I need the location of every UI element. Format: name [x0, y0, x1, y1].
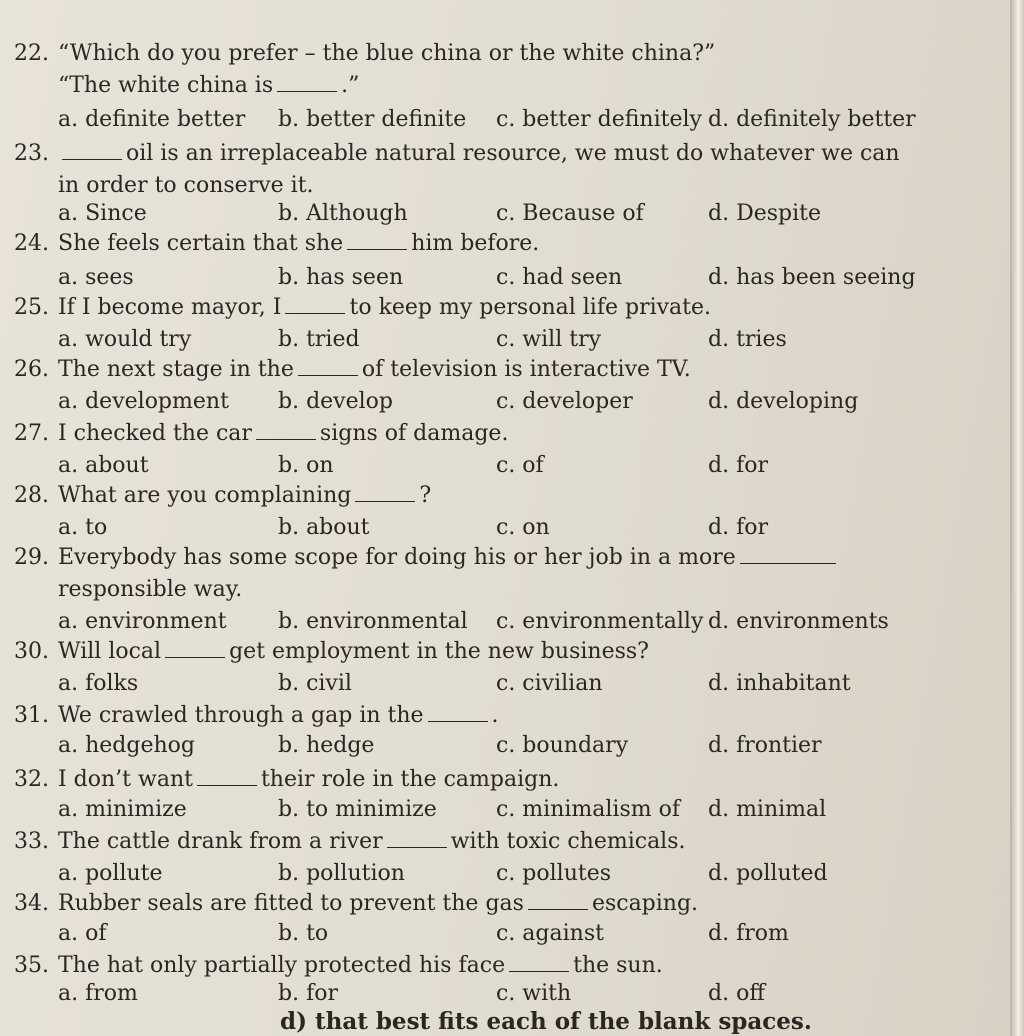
options-22 [58, 104, 928, 136]
option-a[interactable]: a. to [58, 515, 108, 540]
question-33 [14, 826, 929, 858]
option-b[interactable]: b. develop [278, 389, 393, 414]
option-b[interactable]: b. has seen [278, 265, 404, 290]
question-stem: oil is an irreplaceable natural resource, we must do whatever we can [126, 141, 900, 166]
question-number: 29. [14, 545, 49, 570]
question-stem-end: of television is interactive TV. [361, 357, 691, 382]
answer-blank[interactable] [509, 953, 569, 972]
question-number: 31. [14, 703, 49, 728]
options-34 [58, 918, 928, 950]
question-28 [14, 480, 929, 512]
question-stem: We crawled through a gap in the [58, 703, 424, 728]
page-edge [1010, 0, 1024, 1036]
option-b[interactable]: b. on [278, 453, 334, 478]
answer-blank[interactable] [165, 639, 225, 658]
option-d[interactable]: d. tries [708, 327, 787, 352]
option-a[interactable]: a. definite better [58, 107, 246, 132]
option-a[interactable]: a. Since [58, 201, 147, 226]
option-c[interactable]: c. with [496, 981, 572, 1006]
answer-blank[interactable] [277, 73, 337, 92]
option-d[interactable]: d. minimal [708, 797, 827, 822]
question-stem-end: get employment in the new business? [229, 639, 649, 664]
question-25 [14, 292, 929, 324]
question-number: 25. [14, 295, 49, 320]
answer-blank[interactable] [256, 421, 316, 440]
option-c[interactable]: c. Because of [496, 201, 644, 226]
option-d[interactable]: d. polluted [708, 861, 828, 886]
option-b[interactable]: b. for [278, 981, 338, 1006]
option-a[interactable]: a. environment [58, 609, 227, 634]
option-b[interactable]: b. to [278, 921, 329, 946]
options-28 [58, 512, 928, 544]
option-c[interactable]: c. had seen [496, 265, 623, 290]
question-stem: Everybody has some scope for doing his or her job in a more [58, 545, 736, 570]
option-c[interactable]: c. developer [496, 389, 633, 414]
question-30 [14, 636, 929, 668]
option-c[interactable]: c. environmentally [496, 609, 704, 634]
options-24 [58, 262, 928, 294]
question-stem: Will local [58, 639, 162, 664]
question-stem-end: .” [341, 73, 360, 98]
option-b[interactable]: b. Although [278, 201, 408, 226]
question-stem-end: the sun. [573, 953, 663, 978]
question-stem-line2: responsible way. [58, 577, 243, 602]
options-30 [58, 668, 928, 700]
question-stem-end: escaping. [591, 891, 699, 916]
question-number: 26. [14, 357, 49, 382]
answer-blank[interactable] [387, 829, 447, 848]
option-b[interactable]: b. pollution [278, 861, 405, 886]
section-instruction: d) that best fits each of the blank spaces. [280, 1008, 812, 1035]
question-stem: The cattle drank from a river [58, 829, 383, 854]
options-23 [58, 198, 928, 230]
option-d[interactable]: d. definitely better [708, 107, 916, 132]
option-d[interactable]: d. for [708, 515, 768, 540]
option-c[interactable]: c. pollutes [496, 861, 612, 886]
option-c[interactable]: c. boundary [496, 733, 629, 758]
question-number: 27. [14, 421, 49, 446]
option-a[interactable]: a. sees [58, 265, 134, 290]
option-d[interactable]: d. inhabitant [708, 671, 851, 696]
answer-blank[interactable] [197, 767, 257, 786]
option-b[interactable]: b. better definite [278, 107, 467, 132]
option-c[interactable]: c. civilian [496, 671, 603, 696]
question-stem: “Which do you prefer – the blue china or the white china?” [58, 41, 716, 66]
question-22 [14, 38, 929, 102]
question-stem: I don’t want [58, 767, 193, 792]
options-33 [58, 858, 928, 890]
question-stem: What are you complaining [58, 483, 352, 508]
question-34 [14, 888, 929, 920]
question-number: 24. [14, 231, 49, 256]
question-stem-end: signs of damage. [319, 421, 509, 446]
option-a[interactable]: a. from [58, 981, 138, 1006]
question-stem-line2: in order to conserve it. [58, 173, 314, 198]
options-32 [58, 794, 928, 826]
options-25 [58, 324, 928, 356]
options-35 [58, 978, 928, 1010]
option-a[interactable]: a. development [58, 389, 229, 414]
answer-blank[interactable] [347, 231, 407, 250]
option-a[interactable]: a. folks [58, 671, 139, 696]
question-stem-line2: “The white china is [58, 73, 274, 98]
option-c[interactable]: c. of [496, 453, 544, 478]
question-32 [14, 764, 929, 796]
option-c[interactable]: c. minimalism of [496, 797, 680, 822]
option-b[interactable]: b. about [278, 515, 370, 540]
options-29 [58, 606, 928, 638]
question-stem: The next stage in the [58, 357, 294, 382]
answer-blank[interactable] [428, 703, 488, 722]
answer-blank[interactable] [62, 141, 122, 160]
question-stem-end: their role in the campaign. [260, 767, 560, 792]
question-26 [14, 354, 929, 386]
option-b[interactable]: b. environmental [278, 609, 468, 634]
question-27 [14, 418, 929, 450]
question-stem-end: to keep my personal life private. [349, 295, 712, 320]
question-stem-end: with toxic chemicals. [450, 829, 686, 854]
question-number: 23. [14, 141, 49, 166]
options-31 [58, 730, 928, 762]
answer-blank[interactable] [285, 295, 345, 314]
option-c[interactable]: c. on [496, 515, 550, 540]
question-29 [14, 542, 929, 606]
option-d[interactable]: d. frontier [708, 733, 822, 758]
question-24 [14, 228, 929, 260]
question-number: 30. [14, 639, 49, 664]
option-c[interactable]: c. better definitely [496, 107, 702, 132]
option-c[interactable]: c. against [496, 921, 604, 946]
question-23 [14, 138, 929, 202]
question-stem: I checked the car [58, 421, 252, 446]
answer-blank[interactable] [740, 545, 836, 564]
question-stem-end: ? [419, 483, 432, 508]
question-number: 32. [14, 767, 49, 792]
answer-blank[interactable] [298, 357, 358, 376]
options-26 [58, 386, 928, 418]
option-d[interactable]: d. for [708, 453, 768, 478]
option-a[interactable]: a. minimize [58, 797, 187, 822]
options-27 [58, 450, 928, 482]
option-d[interactable]: d. off [708, 981, 765, 1006]
option-b[interactable]: b. civil [278, 671, 352, 696]
option-a[interactable]: a. would try [58, 327, 192, 352]
question-number: 28. [14, 483, 49, 508]
question-number: 33. [14, 829, 49, 854]
option-d[interactable]: d. from [708, 921, 789, 946]
question-stem: If I become mayor, I [58, 295, 282, 320]
question-number: 34. [14, 891, 49, 916]
question-stem: The hat only partially protected his face [58, 953, 506, 978]
answer-blank[interactable] [528, 891, 588, 910]
option-a[interactable]: a. of [58, 921, 107, 946]
question-stem: Rubber seals are fitted to prevent the gas [58, 891, 524, 916]
question-number: 35. [14, 953, 49, 978]
option-a[interactable]: a. hedgehog [58, 733, 195, 758]
option-d[interactable]: d. developing [708, 389, 859, 414]
question-stem-end: him before. [411, 231, 540, 256]
question-stem-end: . [491, 703, 499, 728]
option-d[interactable]: d. Despite [708, 201, 821, 226]
option-b[interactable]: b. tried [278, 327, 360, 352]
option-a[interactable]: a. pollute [58, 861, 163, 886]
option-a[interactable]: a. about [58, 453, 149, 478]
answer-blank[interactable] [355, 483, 415, 502]
question-stem: She feels certain that she [58, 231, 344, 256]
option-b[interactable]: b. to minimize [278, 797, 437, 822]
question-31 [14, 700, 929, 732]
option-d[interactable]: d. environments [708, 609, 889, 634]
question-number: 22. [14, 41, 49, 66]
option-d[interactable]: d. has been seeing [708, 265, 916, 290]
option-b[interactable]: b. hedge [278, 733, 375, 758]
option-c[interactable]: c. will try [496, 327, 602, 352]
